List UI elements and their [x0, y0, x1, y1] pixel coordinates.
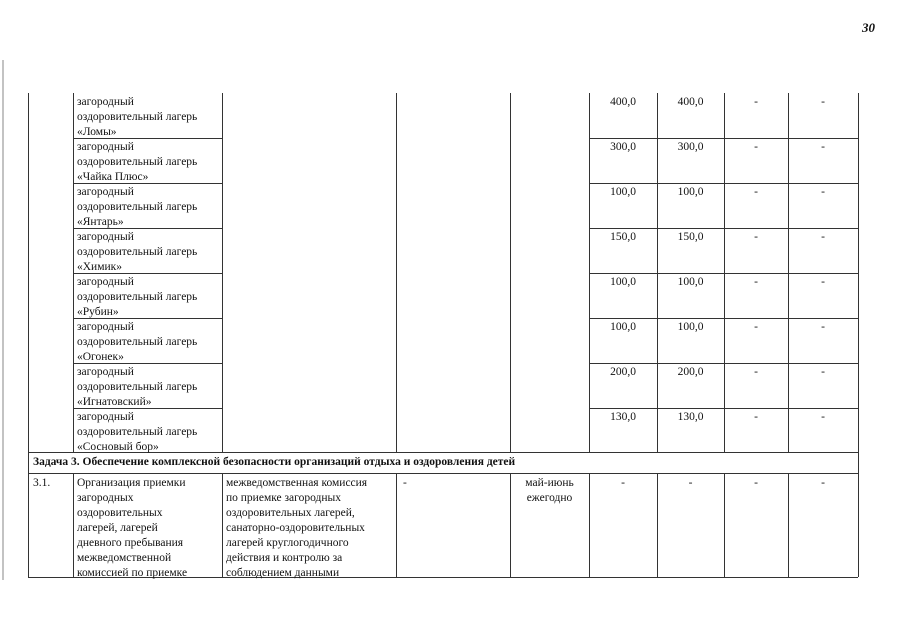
- camp-value-2: 100,0: [677, 321, 704, 333]
- camp-value-1: 100,0: [610, 276, 636, 288]
- camp-value-3: -: [754, 366, 758, 378]
- task-3-heading: Задача 3. Обеспечение комплексной безопасности организаций отдыха и оздоровления детей: [33, 456, 516, 468]
- camp-value-2: 100,0: [677, 276, 704, 288]
- row-line: [589, 228, 858, 229]
- table-column-line: [657, 93, 658, 577]
- camp-value-4: -: [821, 96, 825, 108]
- row-3-1-v4: -: [821, 477, 825, 489]
- camp-name: загородный оздоровительный лагерь «Рубин»: [77, 276, 198, 318]
- table-column-line: [858, 93, 859, 577]
- table-column-line: [589, 93, 590, 577]
- camp-value-4: -: [821, 186, 825, 198]
- camp-value-4: -: [821, 141, 825, 153]
- camp-value-1: 100,0: [610, 186, 636, 198]
- row-3-1-col4: -: [403, 477, 407, 489]
- row-3-1-executor: межведомственная комиссия по приемке загородных оздоровительных лагерей, санаторно-оздоровительных лагерей круглогодичного действия и контролю за соблюдением данными: [226, 477, 368, 579]
- camp-value-1: 300,0: [610, 141, 636, 153]
- table-column-line: [788, 93, 789, 577]
- camp-name: загородный оздоровительный лагерь «Сосновый бор»: [77, 411, 198, 453]
- camp-value-4: -: [821, 366, 825, 378]
- row-line: [589, 363, 858, 364]
- row-line: [589, 183, 858, 184]
- row-line: [589, 138, 858, 139]
- camp-name: загородный оздоровительный лагерь «Огонек»: [77, 321, 198, 363]
- camp-value-3: -: [754, 186, 758, 198]
- camp-value-4: -: [821, 321, 825, 333]
- camp-value-1: 100,0: [610, 321, 636, 333]
- row-3-1-term: май-июнь ежегодно: [525, 477, 574, 504]
- camp-value-2: 130,0: [677, 411, 704, 423]
- camp-value-1: 130,0: [610, 411, 636, 423]
- camp-value-2: 400,0: [677, 96, 704, 108]
- camp-value-2: 100,0: [677, 186, 704, 198]
- row-3-1-v3: -: [754, 477, 758, 489]
- table-column-line: [28, 93, 29, 577]
- camp-name: загородный оздоровительный лагерь «Чайка Плюс»: [77, 141, 198, 183]
- row-line: [589, 408, 858, 409]
- camp-name: загородный оздоровительный лагерь «Ломы»: [77, 96, 198, 138]
- camp-value-3: -: [754, 96, 758, 108]
- mask: [589, 453, 590, 473]
- camp-name: загородный оздоровительный лагерь «Янтарь»: [77, 186, 198, 228]
- mask: [788, 453, 789, 473]
- camp-value-2: 200,0: [677, 366, 704, 378]
- camp-value-3: -: [754, 321, 758, 333]
- camp-value-1: 150,0: [610, 231, 636, 243]
- camp-value-3: -: [754, 276, 758, 288]
- camp-name: загородный оздоровительный лагерь «Игнатовский»: [77, 366, 198, 408]
- camp-value-4: -: [821, 276, 825, 288]
- mask: [724, 453, 725, 473]
- camp-value-1: 400,0: [610, 96, 636, 108]
- row-3-1-number: 3.1.: [33, 477, 51, 489]
- scan-edge: [2, 60, 4, 580]
- row-3-1-v1: -: [621, 477, 625, 489]
- camp-value-3: -: [754, 141, 758, 153]
- row-3-1-v2: -: [688, 477, 693, 489]
- table-column-line: [222, 93, 223, 577]
- table-column-line: [396, 93, 397, 577]
- camp-value-2: 300,0: [677, 141, 704, 153]
- row-3-1-name: Организация приемки загородных оздоровительных лагерей, лагерей дневного пребывания межведомственной комиссией по приемке: [77, 477, 188, 579]
- page-number: 30: [862, 20, 875, 35]
- camp-value-2: 150,0: [677, 231, 704, 243]
- row-line: [28, 473, 858, 474]
- camp-value-3: -: [754, 411, 758, 423]
- camp-value-4: -: [821, 231, 825, 243]
- table-column-line: [73, 93, 74, 577]
- table-column-line: [724, 93, 725, 577]
- camp-value-3: -: [754, 231, 758, 243]
- row-line: [589, 273, 858, 274]
- row-line: [589, 318, 858, 319]
- camp-name: загородный оздоровительный лагерь «Химик»: [77, 231, 198, 273]
- camp-value-1: 200,0: [610, 366, 636, 378]
- camp-value-4: -: [821, 411, 825, 423]
- mask: [657, 453, 658, 473]
